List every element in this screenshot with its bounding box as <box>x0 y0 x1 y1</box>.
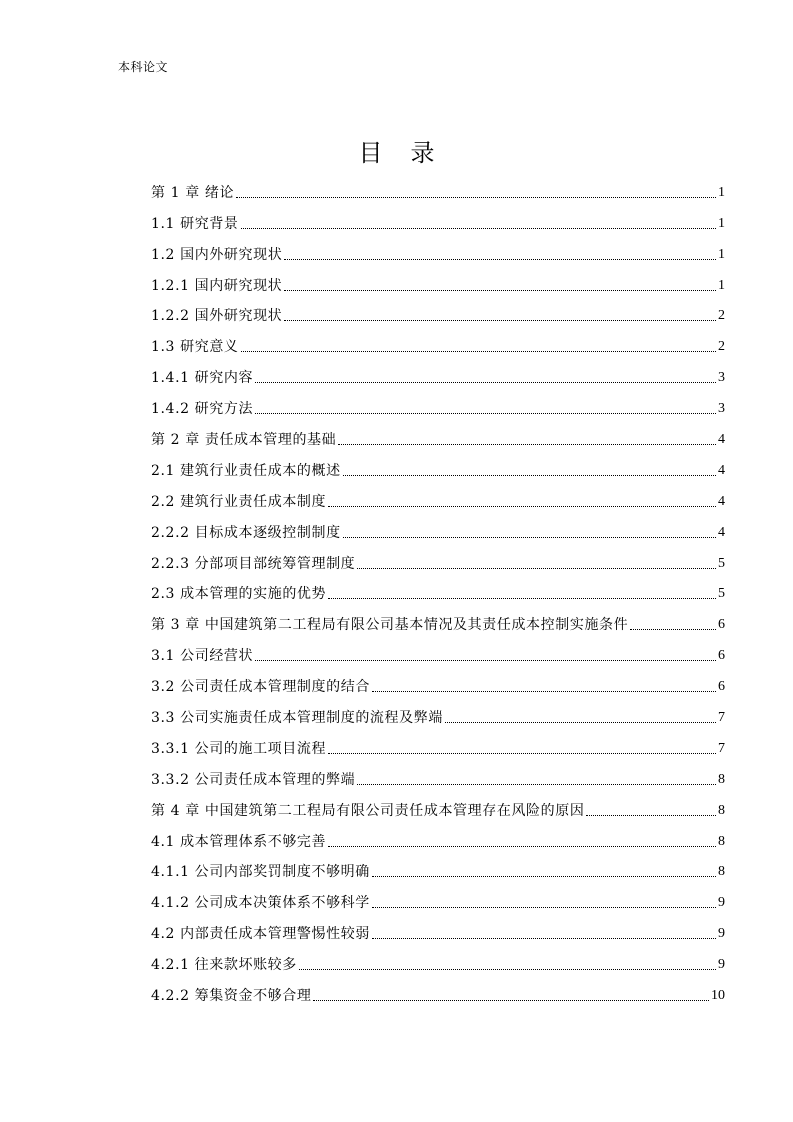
toc-entry-page-number: 6 <box>718 648 725 664</box>
toc-dot-leader <box>299 968 716 970</box>
toc-entry[interactable] <box>151 636 725 667</box>
toc-entry-page-number: 2 <box>718 308 725 324</box>
toc-entry-label: 4.2 内部责任成本管理警惕性较弱 <box>151 926 370 943</box>
toc-entry-label: 3.3 公司实施责任成本管理制度的流程及弊端 <box>151 710 443 727</box>
toc-entry[interactable] <box>151 327 725 358</box>
toc-entry-label: 2.2 建筑行业责任成本制度 <box>151 493 327 510</box>
toc-entry[interactable] <box>151 945 725 976</box>
toc-entry-label: 第 2 章 责任成本管理的基础 <box>151 432 337 449</box>
running-header: 本科论文 <box>118 60 169 74</box>
toc-dot-leader <box>328 845 716 847</box>
toc-entry-label: 1.4.2 研究方法 <box>151 401 254 418</box>
toc-entry-page-number: 1 <box>718 215 725 231</box>
toc-entry-label: 1.2.2 国外研究现状 <box>151 308 283 325</box>
toc-entry-page-number: 8 <box>718 833 725 849</box>
toc-entry[interactable] <box>151 883 725 914</box>
toc-entry[interactable] <box>151 791 725 822</box>
toc-dot-leader <box>357 783 716 785</box>
toc-entry[interactable] <box>151 204 725 235</box>
toc-entry-label: 3.3.1 公司的施工项目流程 <box>151 740 327 757</box>
toc-dot-leader <box>630 628 716 630</box>
toc-entry[interactable] <box>151 389 725 420</box>
toc-dot-leader <box>328 597 716 599</box>
toc-entry[interactable] <box>151 822 725 853</box>
toc-entry-label: 1.2 国内外研究现状 <box>151 246 283 263</box>
toc-entry-label: 3.2 公司责任成本管理制度的结合 <box>151 679 370 696</box>
toc-entry-label: 第 1 章 绪论 <box>151 184 235 201</box>
toc-entry-label: 2.2.3 分部项目部统筹管理制度 <box>151 555 356 572</box>
toc-entry-label: 第 4 章 中国建筑第二工程局有限公司责任成本管理存在风险的原因 <box>151 802 585 819</box>
toc-title <box>0 133 793 168</box>
toc-entry[interactable] <box>151 914 725 945</box>
toc-title-char-2: 录 <box>410 139 435 167</box>
toc-entry-label: 1.4.1 研究内容 <box>151 370 254 387</box>
toc-entry[interactable] <box>151 667 725 698</box>
toc-entry[interactable] <box>151 482 725 513</box>
toc-entry-label: 第 3 章 中国建筑第二工程局有限公司基本情况及其责任成本控制实施条件 <box>151 617 629 634</box>
toc-entry-page-number: 9 <box>718 926 725 942</box>
toc-dot-leader <box>255 412 716 414</box>
toc-entry-label: 4.1 成本管理体系不够完善 <box>151 833 327 850</box>
toc-entry-label: 4.2.1 往来款坏账较多 <box>151 957 297 974</box>
toc-entry[interactable] <box>151 358 725 389</box>
toc-entry[interactable] <box>151 297 725 328</box>
toc-entry-page-number: 6 <box>718 617 725 633</box>
toc-entry-page-number: 1 <box>718 277 725 293</box>
toc-entry[interactable] <box>151 729 725 760</box>
toc-dot-leader <box>255 381 716 383</box>
toc-entry-label: 2.3 成本管理的实施的优势 <box>151 586 327 603</box>
toc-entry-page-number: 8 <box>718 802 725 818</box>
toc-entry-page-number: 4 <box>718 524 725 540</box>
toc-entry-page-number: 2 <box>718 339 725 355</box>
toc-entry-label: 4.2.2 筹集资金不够合理 <box>151 988 312 1005</box>
toc-dot-leader <box>586 814 716 816</box>
toc-entry[interactable] <box>151 575 725 606</box>
toc-entry[interactable] <box>151 173 725 204</box>
toc-entry-page-number: 9 <box>718 957 725 973</box>
toc-dot-leader <box>372 875 716 877</box>
toc-entry[interactable] <box>151 513 725 544</box>
toc-entry-label: 2.2.2 目标成本逐级控制制度 <box>151 524 341 541</box>
toc-entry-page-number: 10 <box>711 988 725 1004</box>
toc-dot-leader <box>284 289 716 291</box>
toc-dot-leader <box>372 937 716 939</box>
toc-entry-label: 4.1.2 公司成本决策体系不够科学 <box>151 895 370 912</box>
toc-dot-leader <box>284 258 716 260</box>
toc-dot-leader <box>236 196 716 198</box>
toc-dot-leader <box>241 350 716 352</box>
toc-entry-label: 3.1 公司经营状 <box>151 648 254 665</box>
toc-entry-page-number: 9 <box>718 895 725 911</box>
toc-entry-label: 1.3 研究意义 <box>151 339 239 356</box>
toc-entry-page-number: 4 <box>718 493 725 509</box>
toc-entry[interactable] <box>151 266 725 297</box>
toc-entry-page-number: 8 <box>718 864 725 880</box>
toc-dot-leader <box>328 505 716 507</box>
toc-entry-label: 4.1.1 公司内部奖罚制度不够明确 <box>151 864 370 881</box>
toc-entry-page-number: 5 <box>718 586 725 602</box>
toc-dot-leader <box>338 443 716 445</box>
toc-entry[interactable] <box>151 853 725 884</box>
toc-entry-page-number: 4 <box>718 462 725 478</box>
toc-dot-leader <box>372 690 716 692</box>
toc-entry-label: 2.1 建筑行业责任成本的概述 <box>151 462 341 479</box>
toc-entry-page-number: 6 <box>718 679 725 695</box>
toc-entry-label: 3.3.2 公司责任成本管理的弊端 <box>151 771 356 788</box>
toc-entry-page-number: 3 <box>718 401 725 417</box>
toc-entry-page-number: 5 <box>718 555 725 571</box>
toc-entry[interactable] <box>151 235 725 266</box>
toc-dot-leader <box>357 567 716 569</box>
toc-entry-page-number: 3 <box>718 370 725 386</box>
toc-entry[interactable] <box>151 698 725 729</box>
toc-entry[interactable] <box>151 976 725 1007</box>
toc-title-char-1: 目 <box>358 139 383 167</box>
toc-entry-page-number: 4 <box>718 432 725 448</box>
toc-dot-leader <box>328 752 716 754</box>
toc-entry[interactable] <box>151 420 725 451</box>
toc-dot-leader <box>241 227 716 229</box>
toc-entry-page-number: 8 <box>718 771 725 787</box>
toc-entry-label: 1.1 研究背景 <box>151 215 239 232</box>
toc-entry[interactable] <box>151 605 725 636</box>
toc-entry-page-number: 7 <box>718 710 725 726</box>
toc-dot-leader <box>445 721 716 723</box>
table-of-contents <box>151 173 725 1007</box>
toc-entry-page-number: 1 <box>718 184 725 200</box>
toc-dot-leader <box>255 659 716 661</box>
toc-entry[interactable] <box>151 760 725 791</box>
toc-entry-page-number: 7 <box>718 740 725 756</box>
toc-entry-label: 1.2.1 国内研究现状 <box>151 277 283 294</box>
toc-dot-leader <box>343 474 716 476</box>
toc-entry[interactable] <box>151 451 725 482</box>
toc-entry[interactable] <box>151 544 725 575</box>
toc-dot-leader <box>372 906 716 908</box>
toc-entry-page-number: 1 <box>718 246 725 262</box>
toc-dot-leader <box>343 536 716 538</box>
toc-dot-leader <box>284 319 716 321</box>
toc-dot-leader <box>313 999 709 1001</box>
